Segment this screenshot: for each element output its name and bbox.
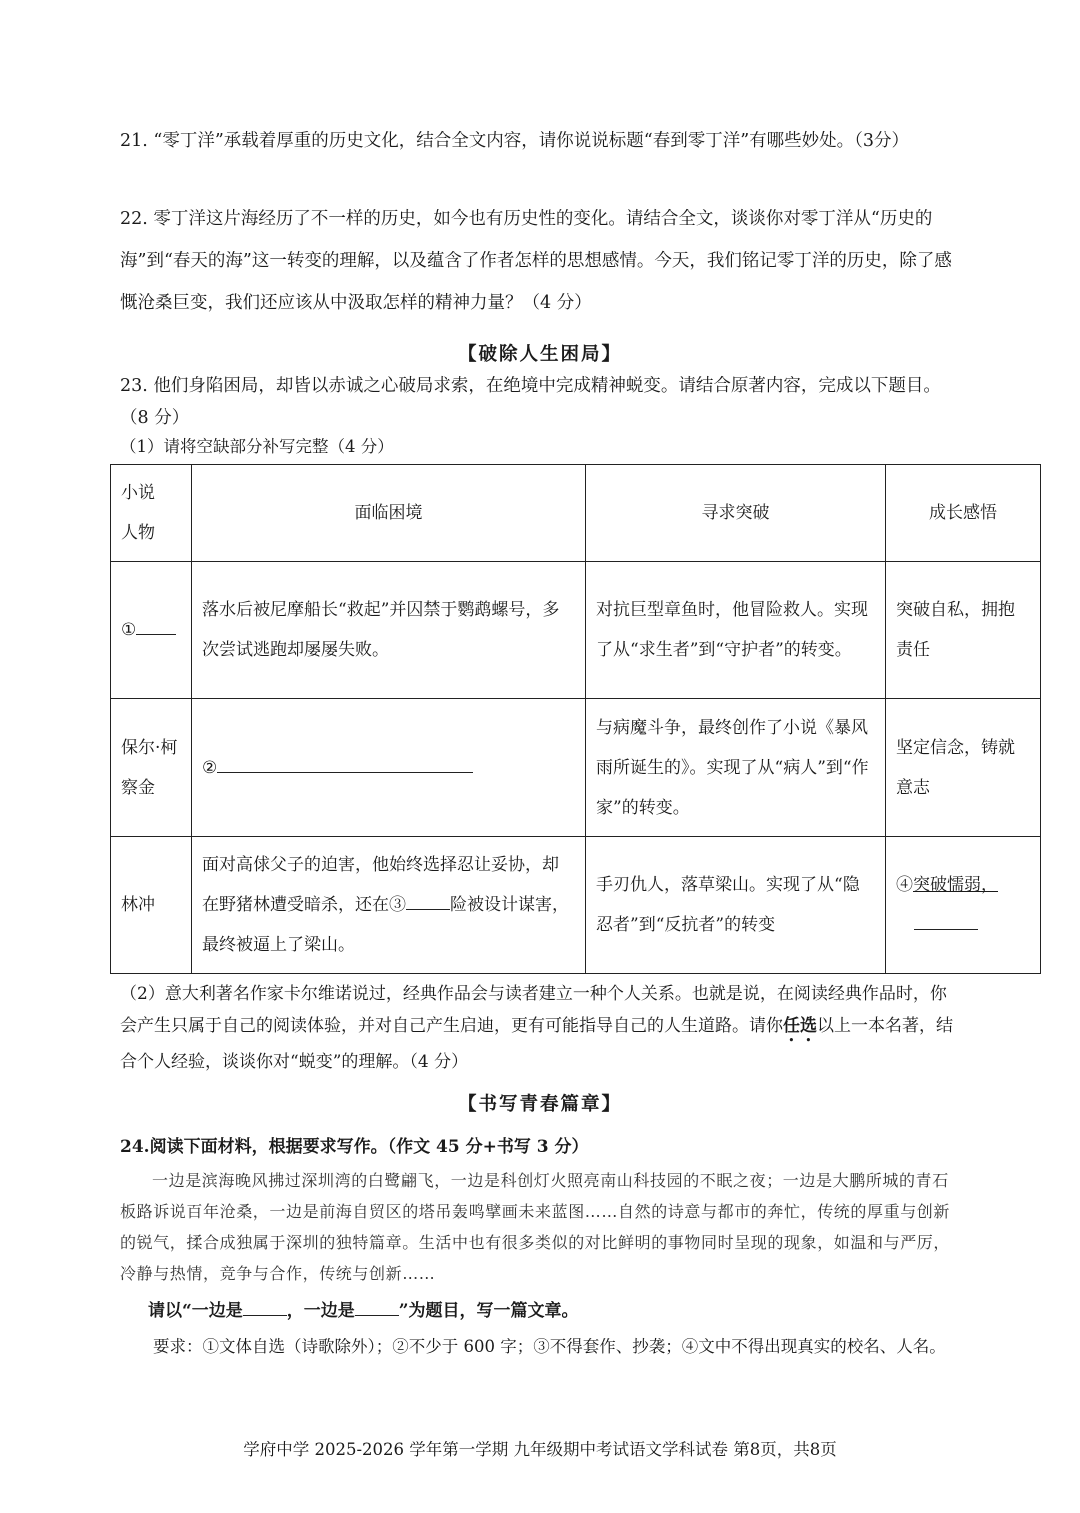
row1-breakthrough: 对抗巨型章鱼时，他冒险救人。实现了从“求生者”到“守护者”的转变。 — [586, 562, 886, 699]
blank-4[interactable] — [914, 911, 978, 930]
character-table — [110, 464, 1041, 974]
question-23-part-1: （1）请将空缺部分补写完整（4 分） — [120, 437, 394, 456]
section-title-break-dilemma: 【破除人生困局】 — [457, 344, 622, 365]
blank-2[interactable] — [217, 754, 473, 773]
question-21: 21. “零丁洋”承载着厚重的历史文化，结合全文内容，请你说说标题“春到零丁洋”有哪些妙处。（3分） — [120, 131, 910, 151]
row1-character: ① — [111, 562, 192, 699]
row1-growth: 突破自私，拥抱责任 — [886, 562, 1041, 699]
question-23-part-2: （2）意大利著名作家卡尔维诺说过，经典作品会与读者建立一种个人关系。也就是说，在阅读经典作品时，你会产生只属于自己的阅读体验，并对自己产生启迪，更有可能指导自己的人生道路。请你任选以上一本名著，结合个人经验，谈谈你对“蜕变”的理解。（4 分） — [120, 984, 953, 1072]
writing-requirements: 要求：①文体自选（诗歌除外）；②不少于 600 字；③不得套作、抄袭；④文中不得出现真实的校名、人名。 — [153, 1337, 946, 1356]
table-row — [111, 837, 1041, 974]
row2-breakthrough: 与病魔斗争，最终创作了小说《暴风雨所诞生的》。实现了从“病人”到“作家”的转变。 — [586, 699, 886, 837]
table-row — [111, 699, 1041, 837]
question-24-heading: 24.阅读下面材料，根据要求写作。（作文 45 分+书写 3 分） — [120, 1137, 589, 1157]
blank-1[interactable] — [136, 616, 176, 635]
question-23: 23. 他们身陷困局，却皆以赤诚之心破局求索，在绝境中完成精神蜕变。请结合原著内容，完成以下题目。（8 分） — [120, 376, 941, 428]
row3-difficulty: 面对高俅父子的迫害，他始终选择忍让妥协，却在野猪林遭受暗杀，还在③ 险被设计谋害，最终被逼上了梁山。 — [192, 837, 586, 974]
section-title-youth-chapter: 【书写青春篇章】 — [457, 1094, 622, 1115]
table-header-row — [111, 465, 1041, 562]
row1-difficulty: 落水后被尼摩船长“救起”并囚禁于鹦鹉螺号，多次尝试逃跑却屡屡失败。 — [192, 562, 586, 699]
row3-breakthrough: 手刃仇人，落草梁山。实现了从“隐忍者”到“反抗者”的转变 — [586, 837, 886, 974]
question-22: 22. 零丁洋这片海经历了不一样的历史，如今也有历史性的变化。请结合全文，谈谈你对零丁洋从“历史的海”到“春天的海”这一转变的理解，以及蕴含了作者怎样的思想感情。今天，我们铭记零丁洋的历史，除了感慨沧桑巨变，我们还应该从中汲取怎样的精神力量？（4 分） — [120, 209, 952, 313]
page-footer: 学府中学 2025-2026 学年第一学期 九年级期中考试语文学科试卷 第8页，共8页 — [243, 1440, 837, 1459]
writing-material: 一边是滨海晚风拂过深圳湾的白鹭翩飞，一边是科创灯火照亮南山科技园的不眠之夜；一边是大鹏所城的青石板路诉说百年沧桑，一边是前海自贸区的塔吊轰鸣擘画未来蓝图……自然的诗意与都市的奔忙，传统的厚重与创新的锐气，揉合成独属于深圳的独特篇章。生活中也有很多类似的对比鲜明的事物同时呈现的现象，如温和与严厉，冷静与热情，竞争与合作，传统与创新…… — [120, 1171, 951, 1283]
blank-3[interactable] — [406, 891, 450, 910]
header-difficulty: 面临困境 — [192, 465, 586, 562]
row3-growth: ④突破懦弱， — [886, 837, 1041, 974]
row3-character: 林冲 — [111, 837, 192, 974]
header-character: 小说人物 — [111, 465, 192, 562]
writing-prompt: 请以“一边是 ，一边是 ”为题目，写一篇文章。 — [148, 1301, 579, 1321]
row2-difficulty: ② — [192, 699, 586, 837]
row2-growth: 坚定信念，铸就意志 — [886, 699, 1041, 837]
row2-character: 保尔·柯察金 — [111, 699, 192, 837]
header-breakthrough: 寻求突破 — [586, 465, 886, 562]
table-row — [111, 562, 1041, 699]
header-growth: 成长感悟 — [886, 465, 1041, 562]
